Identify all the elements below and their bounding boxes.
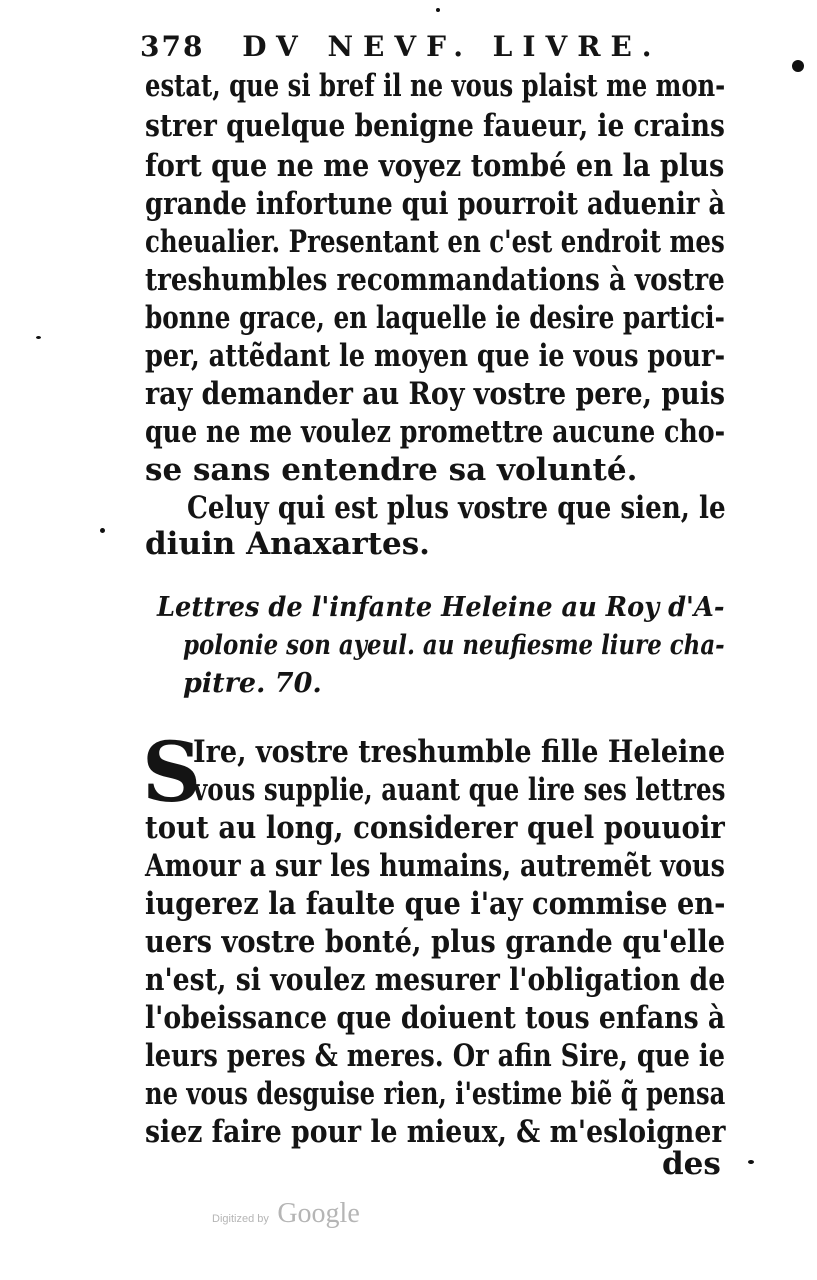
text-line: estat, que si bref il ne vous plaist me mon- [145, 68, 726, 104]
scan-speck [100, 528, 105, 533]
text-line: l'obeissance que doiuent tous enfans à [145, 1000, 726, 1036]
text-line: cheualier. Presentant en c'est endroit mes [145, 224, 725, 260]
text-line: grande infortune qui pourroit aduenir à [145, 186, 726, 222]
text-line: ray demander au Roy vostre pere, puis [145, 376, 726, 412]
text-line: treshumbles recommandations à vostre [145, 262, 725, 298]
text-line: vous supplie, auant que lire ses lettres [193, 772, 726, 808]
signature-line: Celuy qui est plus vostre que sien, le [187, 490, 726, 526]
catchword: des [662, 1146, 721, 1182]
heading-line: pitre. 70. [183, 668, 322, 699]
digitized-watermark [212, 1198, 360, 1230]
scan-speck [36, 336, 41, 339]
running-header [140, 30, 662, 63]
text-line: Ire, vostre treshumble fille Heleine [193, 734, 726, 770]
scan-speck [792, 60, 804, 72]
text-line: Amour a sur les humains, autremẽt vous [145, 848, 725, 884]
running-title: DV NEVF. LIVRE. [242, 30, 662, 63]
scan-speck [748, 1160, 754, 1164]
heading-line: polonie son ayeul. au neufiesme liure cha- [183, 630, 725, 661]
text-line: n'est, si voulez mesurer l'obligation de [145, 962, 726, 998]
text-line: ne vous desguise rien, i'estime biẽ q̃ pensa [145, 1076, 726, 1112]
text-line: siez faire pour le mieux, & m'esloigner [145, 1114, 726, 1150]
text-line: strer quelque benigne faueur, ie crains [145, 108, 725, 144]
signature-line: diuin Anaxartes. [145, 526, 430, 562]
text-line: fort que ne me voyez tombé en la plus [145, 148, 725, 184]
text-line: uers vostre bonté, plus grande qu'elle [145, 924, 726, 960]
drop-cap: S [142, 725, 202, 821]
scan-speck [436, 8, 440, 12]
text-line: iugerez la faulte que i'ay commise en- [145, 886, 726, 922]
text-line: tout au long, considerer quel pouuoir [145, 810, 725, 846]
watermark-prefix: Digitized by [212, 1213, 269, 1225]
heading-line: Lettres de l'infante Heleine au Roy d'A- [157, 592, 725, 623]
text-line: se sans entendre sa volunté. [145, 452, 638, 488]
text-line: que ne me voulez promettre aucune cho- [145, 414, 726, 450]
text-line: leurs peres & meres. Or afin Sire, que ie [145, 1038, 726, 1074]
text-line: per, attẽdant le moyen que ie vous pour- [145, 338, 726, 374]
page-number: 378 [140, 30, 205, 63]
text-line: bonne grace, en laquelle ie desire partici- [145, 300, 725, 336]
watermark-brand: Google [277, 1198, 360, 1229]
